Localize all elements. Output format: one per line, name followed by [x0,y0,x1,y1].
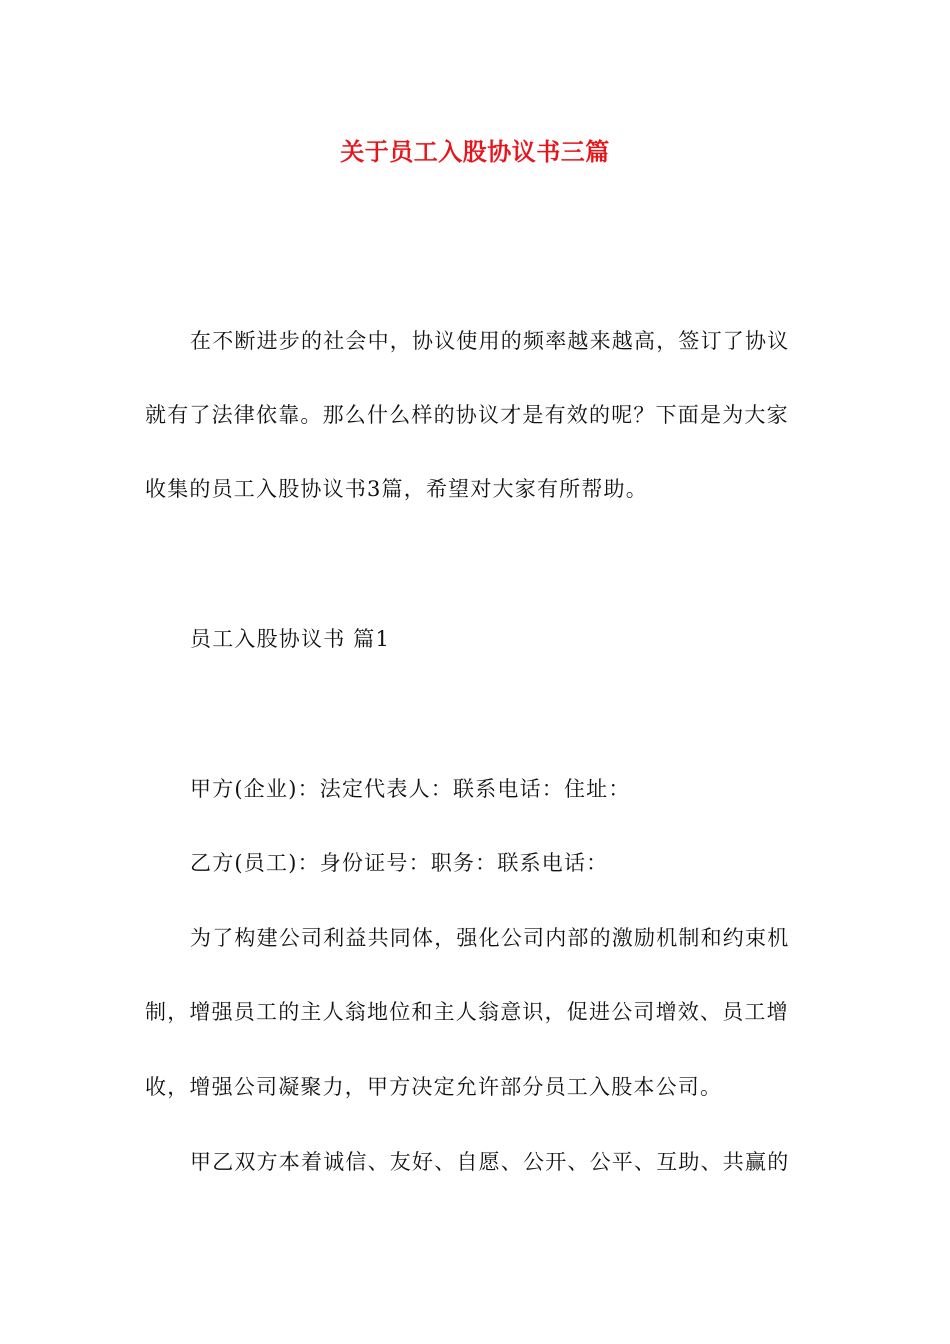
intro-line-2: 就有了法律依靠。那么什么样的协议才是有效的呢？下面是为大家 [145,403,789,427]
section-heading: 员工入股协议书 篇1 [190,627,391,651]
purpose-line-3: 收，增强公司凝聚力，甲方决定允许部分员工入股本公司。 [145,1075,723,1099]
party-b-line: 乙方(员工)：身份证号：职务：联系电话： [190,851,609,875]
purpose-line-1: 为了构建公司利益共同体，强化公司内部的激励机制和约束机 [190,926,790,950]
intro-line-1: 在不断进步的社会中，协议使用的频率越来越高，签订了协议 [190,329,790,353]
principles-line-1: 甲乙双方本着诚信、友好、自愿、公开、公平、互助、共赢的 [190,1150,790,1174]
party-a-line: 甲方(企业)：法定代表人：联系电话：住址： [190,777,631,801]
document-title: 关于员工入股协议书三篇 [340,137,610,166]
purpose-line-2: 制，增强员工的主人翁地位和主人翁意识，促进公司增效、员工增 [145,1000,789,1024]
intro-line-3: 收集的员工入股协议书3篇，希望对大家有所帮助。 [145,477,648,501]
